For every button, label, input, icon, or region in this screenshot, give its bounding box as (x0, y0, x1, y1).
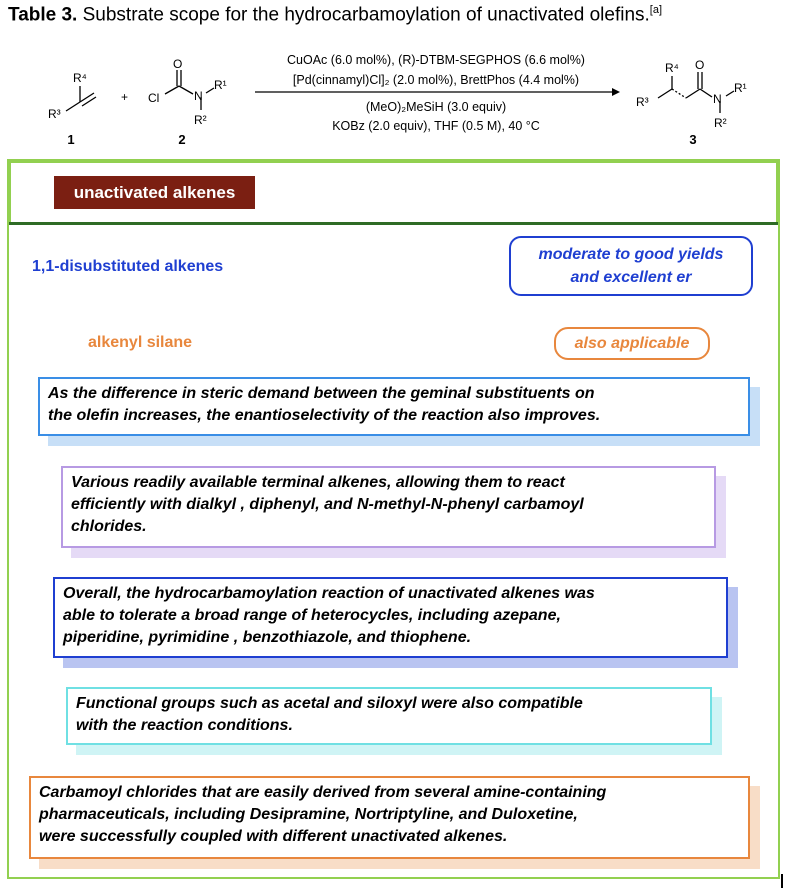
compound-3-structure (636, 58, 747, 130)
note-heterocycles (53, 577, 728, 658)
condition-line-3: (MeO)₂MeSiH (3.0 equiv) (365, 100, 507, 114)
note-2-line-1: Various readily available terminal alkenes, allowing them to react (71, 474, 565, 491)
callout-yields-line-2: and excellent er (570, 269, 692, 286)
condition-line-1: CuOAc (6.0 mol%), (R)-DTBM-SEGPHOS (6.6 mol%) (287, 53, 585, 67)
note-3-line-3: piperidine, pyrimidine , benzothiazole, and thiophene. (63, 629, 472, 646)
callout-yields-line-1: moderate to good yields (538, 246, 724, 263)
compound-number-2: 2 (178, 132, 186, 147)
atom-r4-reactant: R⁴ (73, 71, 87, 85)
plus-sign: + (121, 90, 129, 104)
note-4-line-1: Functional groups such as acetal and siloxyl were also compatible (76, 695, 583, 712)
atom-nitrogen-reactant: N (194, 89, 203, 103)
atom-chlorine: Cl (148, 91, 160, 105)
arrow-head (612, 88, 620, 96)
condition-line-4: KOBz (2.0 equiv), THF (0.5 M), 40 °C (332, 119, 540, 133)
note-steric-demand (38, 377, 750, 436)
table-caption: Substrate scope for the hydrocarbamoylation of unactivated olefins. (77, 4, 650, 26)
condition-line-2: [Pd(cinnamyl)Cl]₂ (2.0 mol%), BrettPhos (4.4 mol%) (292, 73, 580, 87)
text-cursor (781, 874, 783, 888)
note-4-line-2: with the reaction conditions. (76, 717, 293, 734)
note-2-line-2: efficiently with dialkyl , diphenyl, and N-methyl-N-phenyl carbamoyl (71, 496, 584, 513)
note-3-line-2: able to tolerate a broad range of heterocycles, including azepane, (63, 607, 561, 624)
atom-nitrogen-product: N (713, 92, 722, 106)
callout-applicable: also applicable (554, 327, 710, 360)
reaction-scheme (0, 40, 788, 155)
compound-1-structure (48, 71, 96, 121)
callout-yields (509, 236, 753, 296)
atom-r2-reactant: R² (194, 113, 207, 127)
section-divider (9, 222, 778, 225)
note-5-line-3: were successfully coupled with different unactivated alkenes. (39, 828, 508, 845)
subtitle-disubstituted-alkenes: 1,1-disubstituted alkenes (32, 258, 224, 275)
atom-oxygen-reactant: O (173, 57, 183, 71)
compound-2-structure (148, 57, 227, 127)
note-3-line-1: Overall, the hydrocarbamoylation reaction of unactivated alkenes was (63, 585, 595, 602)
compound-number-3: 3 (689, 132, 697, 147)
atom-r1-product: R¹ (734, 81, 747, 95)
note-functional-groups (66, 687, 712, 745)
note-1-line-2: the olefin increases, the enantioselectivity of the reaction also improves. (48, 407, 601, 424)
atom-r1-reactant: R¹ (214, 78, 227, 92)
subtitle-alkenyl-silane: alkenyl silane (88, 334, 193, 351)
atom-r2-product: R² (714, 116, 727, 130)
note-5-line-2: pharmaceuticals, including Desipramine, Nortriptyline, and Duloxetine, (39, 806, 578, 823)
note-carbamoyl-chlorides (29, 776, 750, 859)
atom-r4-product: R⁴ (665, 61, 679, 75)
footnote-marker: [a] (649, 4, 663, 16)
compound-number-1: 1 (67, 132, 75, 147)
table-label: Table 3. (8, 4, 78, 26)
note-2-line-3: chlorides. (71, 518, 147, 535)
atom-r3-product: R³ (636, 95, 649, 109)
section-tag: unactivated alkenes (54, 176, 255, 209)
atom-r3-reactant: R³ (48, 107, 61, 121)
table-title (8, 4, 662, 26)
note-1-line-1: As the difference in steric demand between the geminal substituents on (48, 385, 595, 402)
note-terminal-alkenes (61, 466, 716, 548)
atom-oxygen-product: O (695, 58, 705, 72)
note-5-line-1: Carbamoyl chlorides that are easily derived from several amine-containing (39, 784, 607, 801)
